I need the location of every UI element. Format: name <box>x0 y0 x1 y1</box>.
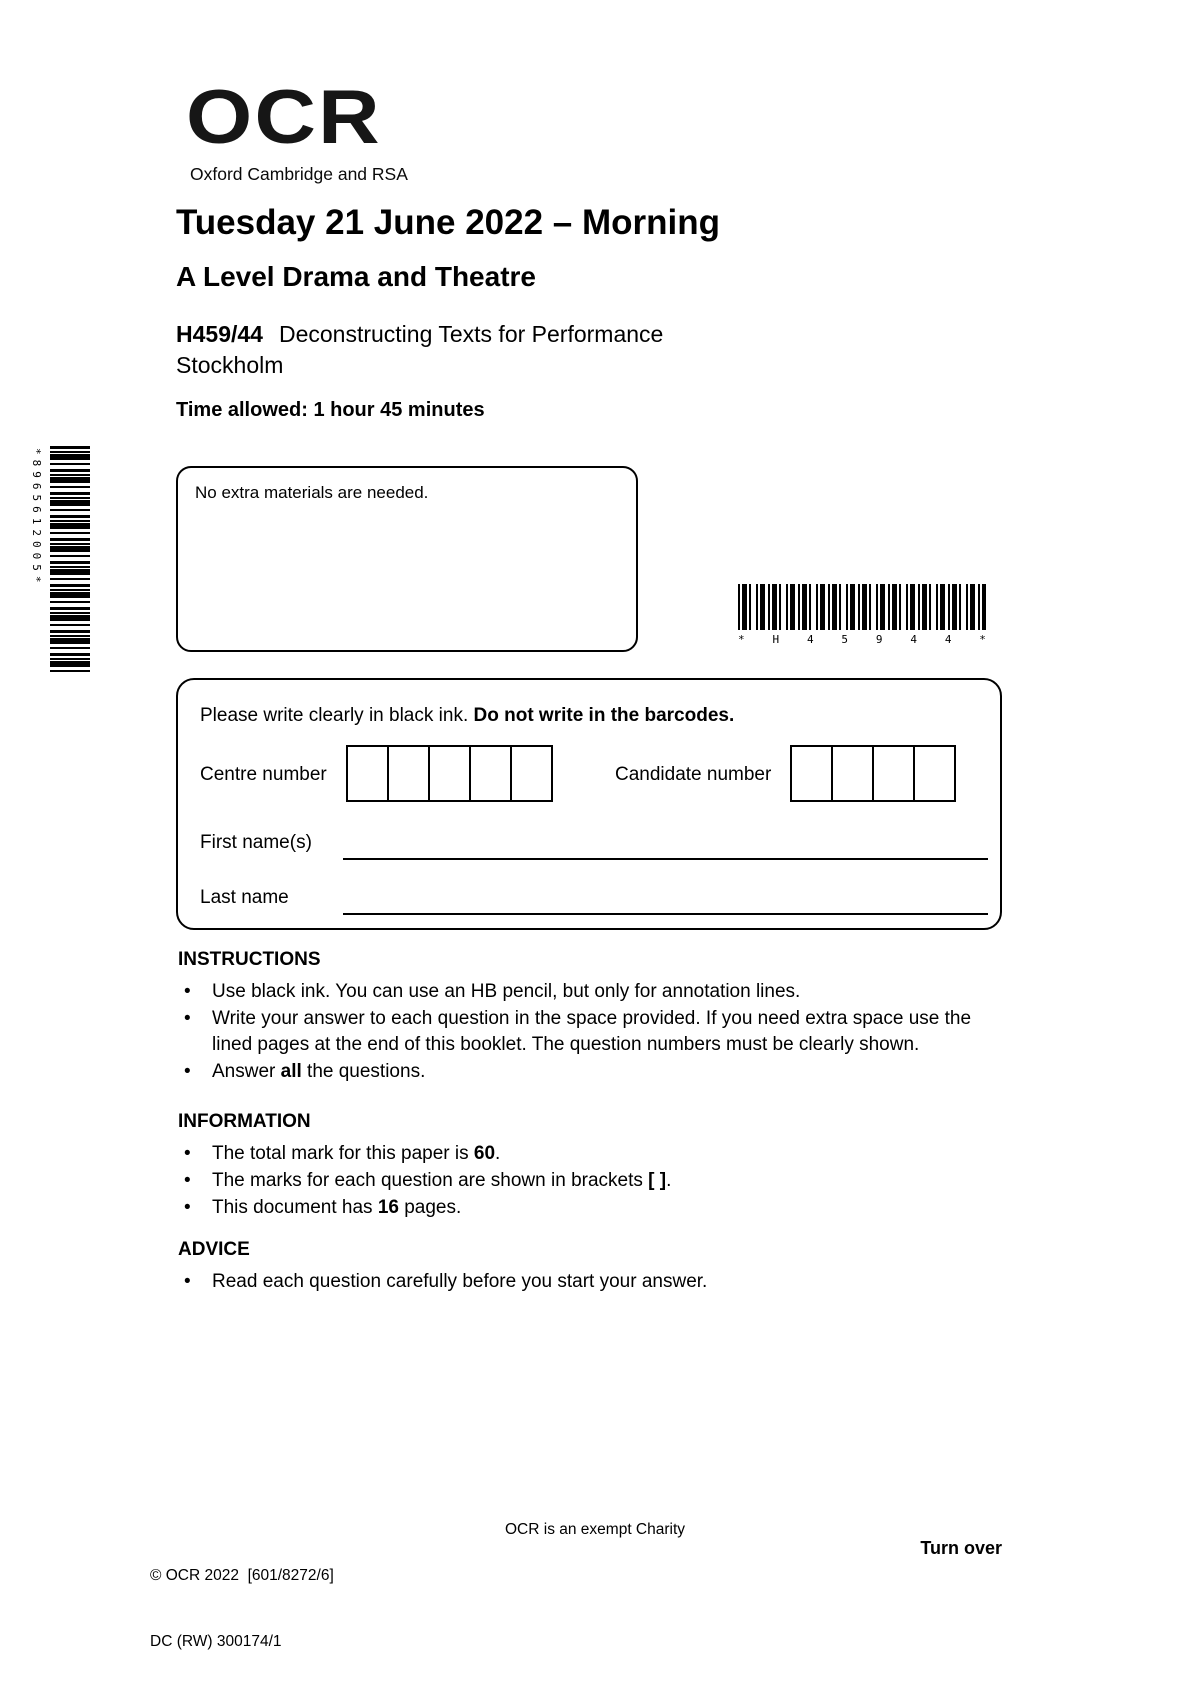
candidate-number-cell[interactable] <box>872 745 915 802</box>
footer-imprint <box>150 1521 334 1684</box>
advice-item: • Read each question carefully before you start your answer. <box>178 1269 1008 1295</box>
bullet-icon: • <box>184 1271 191 1292</box>
information-heading: INFORMATION <box>178 1111 311 1132</box>
bullet-icon: • <box>184 981 191 1002</box>
bullet-icon: • <box>184 1170 191 1191</box>
candidate-number-cell[interactable] <box>913 745 956 802</box>
centre-number-cell[interactable] <box>428 745 471 802</box>
ocr-logo: OCR <box>186 75 382 160</box>
instructions-heading: INSTRUCTIONS <box>178 949 321 970</box>
candidate-number-cells <box>790 745 956 802</box>
turn-over-label: Turn over <box>920 1538 1002 1558</box>
bullet-icon: • <box>184 1143 191 1164</box>
first-name-label: First name(s) <box>200 832 312 853</box>
centre-number-cell[interactable] <box>346 745 389 802</box>
paper-code: H459/44 <box>176 321 263 347</box>
ocr-logo-subtitle: Oxford Cambridge and RSA <box>190 164 408 184</box>
bullet-icon: • <box>184 1197 191 1218</box>
paper-title-line <box>176 321 663 348</box>
candidate-details-box <box>176 678 1002 930</box>
footer-copyright: © OCR 2022 [601/8272/6] <box>150 1567 334 1584</box>
paper-subtitle: Stockholm <box>176 352 284 378</box>
information-item: • The marks for each question are shown in brackets [ ]. <box>178 1168 1008 1194</box>
advice-heading: ADVICE <box>178 1239 250 1260</box>
instruction-item: • Write your answer to each question in the space provided. If you need extra space use the lined pages at the end of this booklet. The question numbers must be clearly shown. <box>178 1006 1008 1058</box>
centre-number-cell[interactable] <box>387 745 430 802</box>
instruction-item: • Answer all the questions. <box>178 1059 1008 1085</box>
bullet-icon: • <box>184 1008 191 1029</box>
information-section <box>178 1110 1008 1222</box>
exam-date-title: Tuesday 21 June 2022 – Morning <box>176 203 720 242</box>
centre-number-cell[interactable] <box>469 745 512 802</box>
centre-number-cells <box>346 745 553 802</box>
footer-dc-code: DC (RW) 300174/1 <box>150 1633 282 1650</box>
materials-text: No extra materials are needed. <box>195 483 429 502</box>
materials-box <box>176 466 638 652</box>
last-name-line[interactable] <box>343 913 988 915</box>
first-name-line[interactable] <box>343 858 988 860</box>
footer-charity: OCR is an exempt Charity <box>505 1521 686 1538</box>
bullet-icon: • <box>184 1061 191 1082</box>
candidate-number-cell[interactable] <box>831 745 874 802</box>
instructions-section <box>178 948 1008 1086</box>
candidate-number-cell[interactable] <box>790 745 833 802</box>
information-item: • This document has 16 pages. <box>178 1195 1008 1221</box>
paper-title: Deconstructing Texts for Performance <box>278 321 664 347</box>
qualification-title: A Level Drama and Theatre <box>176 261 536 292</box>
last-name-label: Last name <box>200 887 289 908</box>
vertical-barcode-label: *8965612005* <box>30 448 43 588</box>
advice-section <box>178 1238 1008 1296</box>
paper-barcode-bars <box>738 584 986 630</box>
black-ink-notice: Please write clearly in black ink. Do not write in the barcodes. <box>200 705 735 726</box>
information-item: • The total mark for this paper is 60. <box>178 1141 1008 1167</box>
paper-barcode-label: * H 4 5 9 4 4 * <box>738 633 986 646</box>
vertical-barcode-bars <box>50 446 90 674</box>
instruction-item: • Use black ink. You can use an HB pencil, but only for annotation lines. <box>178 979 1008 1005</box>
centre-number-cell[interactable] <box>510 745 553 802</box>
candidate-number-label: Candidate number <box>615 764 772 785</box>
time-allowed: Time allowed: 1 hour 45 minutes <box>176 399 485 421</box>
centre-number-label: Centre number <box>200 764 327 785</box>
